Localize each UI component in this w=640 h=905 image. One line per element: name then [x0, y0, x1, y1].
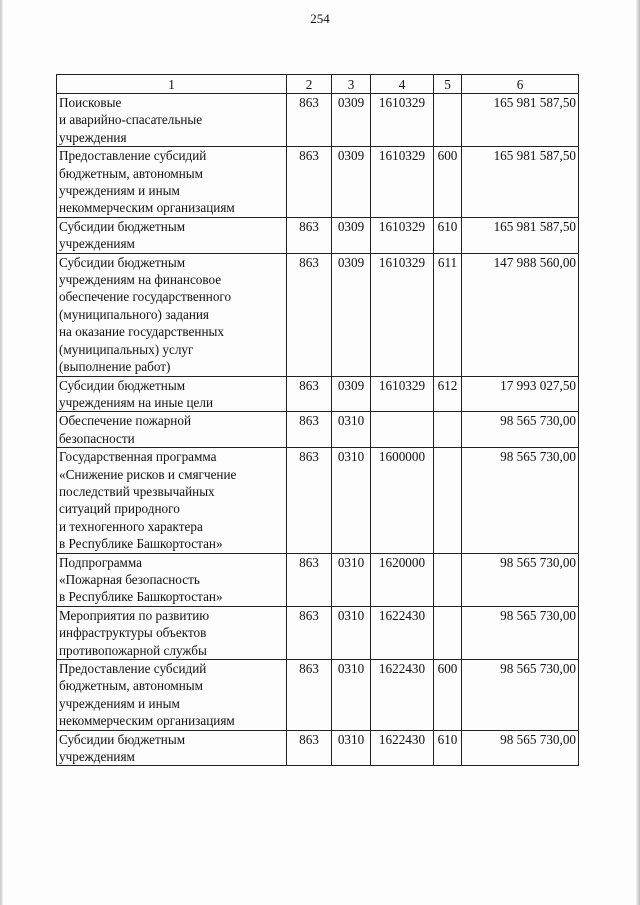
row-col-4: 1620000	[371, 553, 434, 606]
row-col-5	[434, 606, 462, 659]
row-col-5	[434, 448, 462, 553]
row-amount: 165 981 587,50	[462, 147, 579, 218]
row-name-line: безопасности	[59, 430, 135, 446]
row-name-line: последствий чрезвычайных	[59, 483, 215, 499]
row-name	[57, 376, 287, 412]
row-col-4: 1622430	[371, 730, 434, 766]
row-name-line: «Снижение рисков и смягчение	[59, 466, 237, 482]
row-name-line: Субсидии бюджетным	[59, 731, 186, 747]
row-name-line: учреждениям и иным	[59, 183, 180, 199]
row-amount: 98 565 730,00	[462, 730, 579, 766]
row-col-5	[434, 412, 462, 448]
row-col-2: 863	[287, 553, 332, 606]
row-name	[57, 553, 287, 606]
row-col-4: 1622430	[371, 606, 434, 659]
row-name	[57, 606, 287, 659]
row-col-3: 0310	[332, 606, 371, 659]
row-name-line: учреждениям на иные цели	[59, 394, 214, 410]
table-row	[57, 606, 579, 659]
row-col-2: 863	[287, 660, 332, 731]
row-col-5	[434, 94, 462, 147]
row-col-3: 0310	[332, 730, 371, 766]
row-name-line: Поисковые	[59, 95, 122, 110]
row-name	[57, 253, 287, 376]
row-amount: 17 993 027,50	[462, 376, 579, 412]
row-col-2: 863	[287, 606, 332, 659]
row-name-line: Субсидии бюджетным	[59, 377, 186, 393]
table-body	[57, 94, 579, 766]
row-name-line: бюджетным, автономным	[59, 678, 203, 694]
row-col-2: 863	[287, 412, 332, 448]
row-name-line: учреждениям	[59, 749, 135, 765]
row-amount: 147 988 560,00	[462, 253, 579, 376]
row-name-line: учреждения	[59, 129, 127, 145]
table-row	[57, 253, 579, 376]
row-amount: 98 565 730,00	[462, 412, 579, 448]
scan-edge-right	[636, 0, 640, 905]
row-name	[57, 412, 287, 448]
table-row	[57, 217, 579, 253]
row-name-line: Подпрограмма	[59, 554, 143, 570]
row-name-line: некоммерческим организациям	[59, 200, 235, 216]
row-name-line: бюджетным, автономным	[59, 165, 203, 181]
row-name-line: (муниципального) задания	[59, 306, 210, 322]
table-row	[57, 412, 579, 448]
row-col-2: 863	[287, 253, 332, 376]
table-row	[57, 730, 579, 766]
row-name-line: некоммерческим организациям	[59, 713, 235, 729]
row-col-3: 0309	[332, 147, 371, 218]
row-col-5: 600	[434, 660, 462, 731]
header-col-3: 3	[332, 75, 371, 94]
row-name-line: Обеспечение пожарной	[59, 413, 192, 429]
row-col-5: 611	[434, 253, 462, 376]
row-col-5: 610	[434, 217, 462, 253]
row-name-line: Мероприятия по развитию	[59, 607, 210, 623]
row-col-3: 0309	[332, 376, 371, 412]
row-name	[57, 217, 287, 253]
row-name-line: ситуаций природного	[59, 501, 180, 517]
header-col-6: 6	[462, 75, 579, 94]
row-col-4	[371, 412, 434, 448]
row-col-4: 1610329	[371, 94, 434, 147]
row-col-3: 0309	[332, 94, 371, 147]
row-name	[57, 730, 287, 766]
row-col-3: 0310	[332, 448, 371, 553]
row-col-5: 600	[434, 147, 462, 218]
row-amount: 165 981 587,50	[462, 217, 579, 253]
row-col-4: 1610329	[371, 376, 434, 412]
header-row	[57, 75, 579, 94]
row-col-5: 610	[434, 730, 462, 766]
row-name	[57, 147, 287, 218]
row-name-line: и аварийно-спасательные	[59, 112, 203, 128]
header-col-5: 5	[434, 75, 462, 94]
row-amount: 98 565 730,00	[462, 660, 579, 731]
row-amount: 165 981 587,50	[462, 94, 579, 147]
row-amount: 98 565 730,00	[462, 448, 579, 553]
table-row	[57, 94, 579, 147]
table-row	[57, 376, 579, 412]
row-col-4: 1610329	[371, 147, 434, 218]
row-name	[57, 94, 287, 147]
row-name-line: обеспечение государственного	[59, 289, 232, 305]
row-name-line: инфраструктуры объектов	[59, 625, 207, 641]
header-col-1: 1	[57, 75, 287, 94]
row-col-2: 863	[287, 376, 332, 412]
row-name-line: и техногенного характера	[59, 518, 203, 534]
row-name-line: Субсидии бюджетным	[59, 218, 186, 234]
row-col-3: 0310	[332, 412, 371, 448]
row-col-3: 0309	[332, 253, 371, 376]
table-row	[57, 448, 579, 553]
row-col-4: 1600000	[371, 448, 434, 553]
row-name-line: учреждениям на финансовое	[59, 272, 222, 288]
row-col-2: 863	[287, 730, 332, 766]
row-name-line: Предоставление субсидий	[59, 148, 207, 164]
row-col-3: 0310	[332, 553, 371, 606]
row-col-3: 0309	[332, 217, 371, 253]
row-col-2: 863	[287, 94, 332, 147]
table-row	[57, 147, 579, 218]
page-number: 254	[310, 11, 330, 26]
row-name	[57, 660, 287, 731]
row-name-line: учреждениям	[59, 236, 135, 252]
budget-table	[56, 74, 579, 766]
row-name-line: на оказание государственных	[59, 324, 224, 340]
row-name-line: в Республике Башкортостан»	[59, 536, 223, 552]
row-amount: 98 565 730,00	[462, 553, 579, 606]
row-name-line: противопожарной службы	[59, 642, 207, 658]
row-col-4: 1622430	[371, 660, 434, 731]
row-name	[57, 448, 287, 553]
row-amount: 98 565 730,00	[462, 606, 579, 659]
row-col-5: 612	[434, 376, 462, 412]
row-name-line: Субсидии бюджетным	[59, 254, 186, 270]
row-name-line: «Пожарная безопасность	[59, 571, 200, 587]
row-name-line: учреждениям и иным	[59, 695, 180, 711]
header-col-2: 2	[287, 75, 332, 94]
table-row	[57, 660, 579, 731]
row-col-2: 863	[287, 448, 332, 553]
row-name-line: (муниципальных) услуг	[59, 341, 194, 357]
scan-edge-left	[0, 0, 3, 905]
row-col-4: 1610329	[371, 253, 434, 376]
row-col-2: 863	[287, 147, 332, 218]
table-header	[57, 75, 579, 94]
header-col-4: 4	[371, 75, 434, 94]
row-name-line: (выполнение работ)	[59, 359, 171, 375]
row-name-line: Предоставление субсидий	[59, 661, 207, 676]
row-name-line: в Республике Башкортостан»	[59, 589, 223, 605]
row-col-3: 0310	[332, 660, 371, 731]
row-col-5	[434, 553, 462, 606]
row-col-2: 863	[287, 217, 332, 253]
row-name-line: Государственная программа	[59, 449, 217, 465]
row-col-4: 1610329	[371, 217, 434, 253]
table-row	[57, 553, 579, 606]
